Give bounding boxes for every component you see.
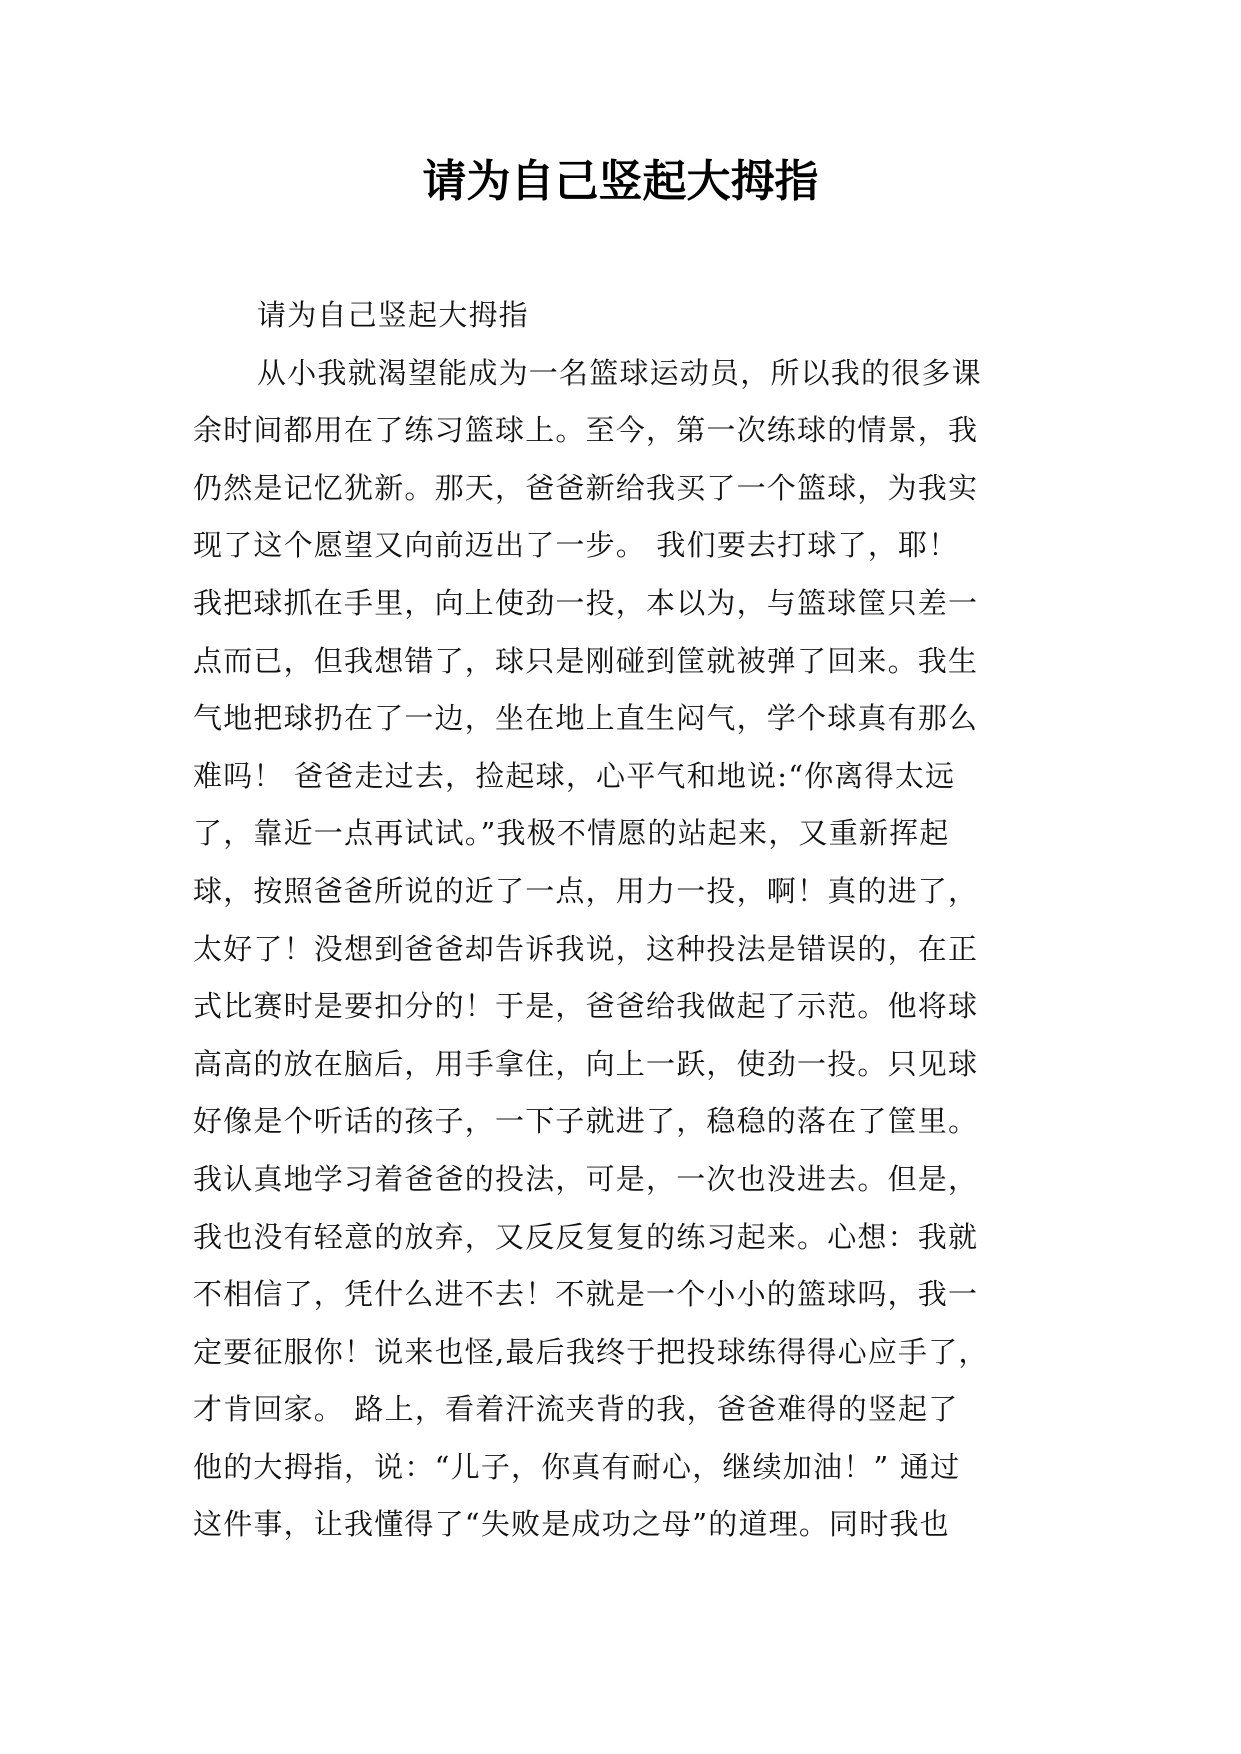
- body-text-line: 他的大拇指，说：“儿子，你真有耐心，继续加油！” 通过: [193, 1449, 961, 1484]
- body-text-line: 我也没有轻意的放弃，又反反复复的练习起来。心想：我就: [193, 1219, 979, 1254]
- body-text-line: 难吗！ 爸爸走过去，捡起球，心平气和地说:“你离得太远: [193, 758, 956, 793]
- body-text-line: 余时间都用在了练习篮球上。至今，第一次练球的情景，我: [193, 413, 979, 448]
- document-title: 请为自己竖起大拇指: [422, 156, 819, 207]
- body-text-line: 我把球抓在手里，向上使劲一投，本以为，与篮球筐只差一: [193, 585, 979, 620]
- body-text-line: 气地把球扔在了一边，坐在地上直生闷气，学个球真有那么: [193, 701, 979, 736]
- body-text-line: 不相信了，凭什么进不去！不就是一个小小的篮球吗，我一: [193, 1277, 979, 1312]
- document-body: [193, 287, 1053, 1554]
- body-text-line: 了，靠近一点再试试。”我极不情愿的站起来，又重新挥起: [193, 816, 950, 851]
- body-text-line: 定要征服你！说来也怪,最后我终于把投球练得得心应手了，: [193, 1334, 989, 1369]
- body-text-line: 点而已，但我想错了，球只是刚碰到筐就被弹了回来。我生: [193, 643, 979, 678]
- body-text-line: 这件事，让我懂得了“失败是成功之母”的道理。同时我也: [193, 1507, 950, 1542]
- body-text-line: 太好了！没想到爸爸却告诉我说，这种投法是错误的，在正: [193, 931, 979, 966]
- body-text-line: 高高的放在脑后，用手拿住，向上一跃，使劲一投。只见球: [193, 1046, 979, 1081]
- body-text-line: 现了这个愿望又向前迈出了一步。 我们要去打球了，耶！: [193, 528, 959, 563]
- body-text-line: 式比赛时是要扣分的！于是，爸爸给我做起了示范。他将球: [193, 989, 979, 1024]
- body-text-line: 从小我就渴望能成为一名篮球运动员，所以我的很多课: [257, 355, 982, 390]
- body-text-line: 好像是个听话的孩子，一下子就进了，稳稳的落在了筐里。: [193, 1104, 979, 1139]
- body-text-line: 球，按照爸爸所说的近了一点，用力一投，啊！真的进了，: [193, 873, 979, 908]
- body-text-line: 仍然是记忆犹新。那天，爸爸新给我买了一个篮球，为我实: [193, 470, 979, 505]
- body-subtitle-line: 请为自己竖起大拇指: [257, 298, 529, 332]
- body-text-line: 我认真地学习着爸爸的投法，可是，一次也没进去。但是，: [193, 1161, 979, 1196]
- body-text-line: 才肯回家。 路上，看着汗流夹背的我，爸爸难得的竖起了: [193, 1392, 959, 1427]
